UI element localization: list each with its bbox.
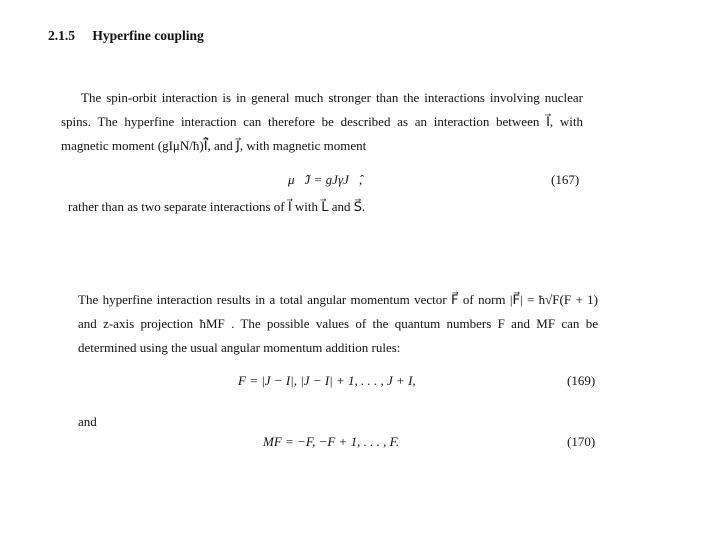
paragraph-separate-interactions: rather than as two separate interactions of I⃗ with L⃗ and S⃗. <box>68 199 366 214</box>
equation-169-number: (169) <box>567 373 596 388</box>
paragraph-and: and <box>78 414 97 429</box>
paragraph-spin-orbit-text: The spin-orbit interaction is in general much stronger than the interactions involving nuclear spins. The hyperfine interaction can therefore be described as an interaction between I⃗, with magnetic moment (gIμN/ħ)I⃗̂, and J⃗, with magnetic moment <box>61 90 583 153</box>
equation-167: μ⃗̂J = gJγJ⃗̂, <box>288 172 363 187</box>
equation-167-number: (167) <box>551 172 580 187</box>
section-title: Hyperfine coupling <box>92 28 204 43</box>
section-heading <box>48 28 204 44</box>
equation-170-number: (170) <box>567 434 596 449</box>
equation-170: MF = −F, −F + 1, . . . , F. <box>263 434 400 449</box>
section-number: 2.1.5 <box>48 28 75 43</box>
paragraph-total-angular-momentum: The hyperfine interaction results in a total angular momentum vector F⃗ of norm |F⃗| = ħ√F(F + 1) and z-axis projection ħMF . The possible values of the quantum numbers F and MF can be determined using the usual angular momentum addition rules: <box>78 292 598 355</box>
equation-169: F = |J − I|, |J − I| + 1, . . . , J + I, <box>238 373 416 388</box>
paragraph-spin-orbit <box>61 86 583 158</box>
